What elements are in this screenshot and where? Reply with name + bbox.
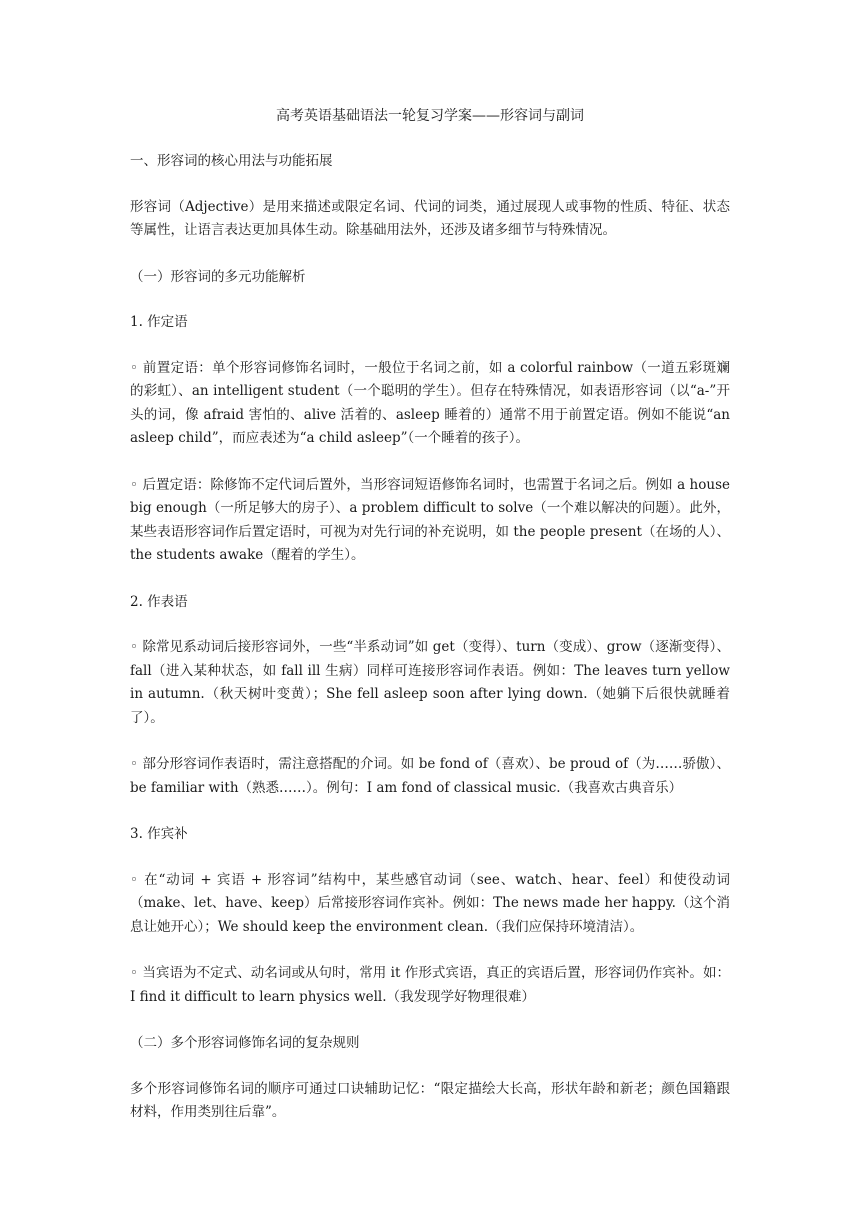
item-heading: 2. 作表语 [130, 593, 188, 610]
body-paragraph: ◦ 前置定语：单个形容词修饰名词时，一般位于名词之前，如 a colorful rainbow（一道五彩斑斓的彩虹）、an intelligent student（一个聪明的学生）。但存在特殊情况，如表语形容词（以“a-”开头的词，像 afraid 害怕的、alive 活着的、asleep 睡着的）通常不用于前置定语。例如不能说“an asleep child”，而应表述为“a child asleep”（一个睡着的孩子）。 [130, 359, 730, 446]
document-body [130, 150, 730, 1148]
subsection-heading: （二）多个形容词修饰名词的复杂规则 [130, 1035, 360, 1051]
body-paragraph: ◦ 后置定语：除修饰不定代词后置外，当形容词短语修饰名词时，也需置于名词之后。例如 a house big enough（一所足够大的房子）、a problem difficult to solve（一个难以解决的问题）。此外，某些表语形容词作后置定语时，可视为对先行词的补充说明，如 the people present（在场的人）、the students awake（醒着的学生）。 [130, 476, 730, 563]
subsection-heading: （一）形容词的多元功能解析 [130, 268, 306, 285]
intro-paragraph: 形容词（Adjective）是用来描述或限定名词、代词的词类，通过展现人或事物的性质、特征、状态等属性，让语言表达更加具体生动。除基础用法外，还涉及诸多细节与特殊情况。 [130, 198, 730, 238]
body-paragraph: ◦ 当宾语为不定式、动名词或从句时，常用 it 作形式宾语，真正的宾语后置，形容词仍作宾补。如：I find it difficult to learn physics well.（我发现学好物理很难） [130, 965, 730, 1005]
document-title: 高考英语基础语法一轮复习学案——形容词与副词 [276, 108, 584, 124]
item-heading: 1. 作定语 [130, 314, 188, 330]
body-paragraph: ◦ 除常见系动词后接形容词外，一些“半系动词”如 get（变得）、turn（变成）、grow（逐渐变得）、fall（进入某种状态，如 fall ill 生病）同样可连接形容词作表语。例如：The leaves turn yellow in autumn.（秋天树叶变黄）；She fell asleep soon after lying down.（她躺下后很快就睡着了）。 [130, 639, 730, 726]
item-heading: 3. 作宾补 [130, 826, 188, 842]
body-paragraph: ◦ 在“动词 + 宾语 + 形容词”结构中，某些感官动词（see、watch、hear、feel）和使役动词（make、let、have、keep）后常接形容词作宾补。例如：The news made her happy.（这个消息让她开心）；We should keep the environment clean.（我们应保持环境清洁）。 [130, 871, 730, 935]
body-paragraph: ◦ 部分形容词作表语时，需注意搭配的介词。如 be fond of（喜欢）、be proud of（为……骄傲）、be familiar with（熟悉……）。例句：I am fond of classical music.（我喜欢古典音乐） [130, 756, 730, 796]
section-heading: 一、形容词的核心用法与功能拓展 [130, 153, 333, 169]
body-paragraph: 多个形容词修饰名词的顺序可通过口诀辅助记忆：“限定描绘大长高，形状年龄和新老；颜色国籍跟材料，作用类别往后靠”。 [130, 1080, 730, 1120]
